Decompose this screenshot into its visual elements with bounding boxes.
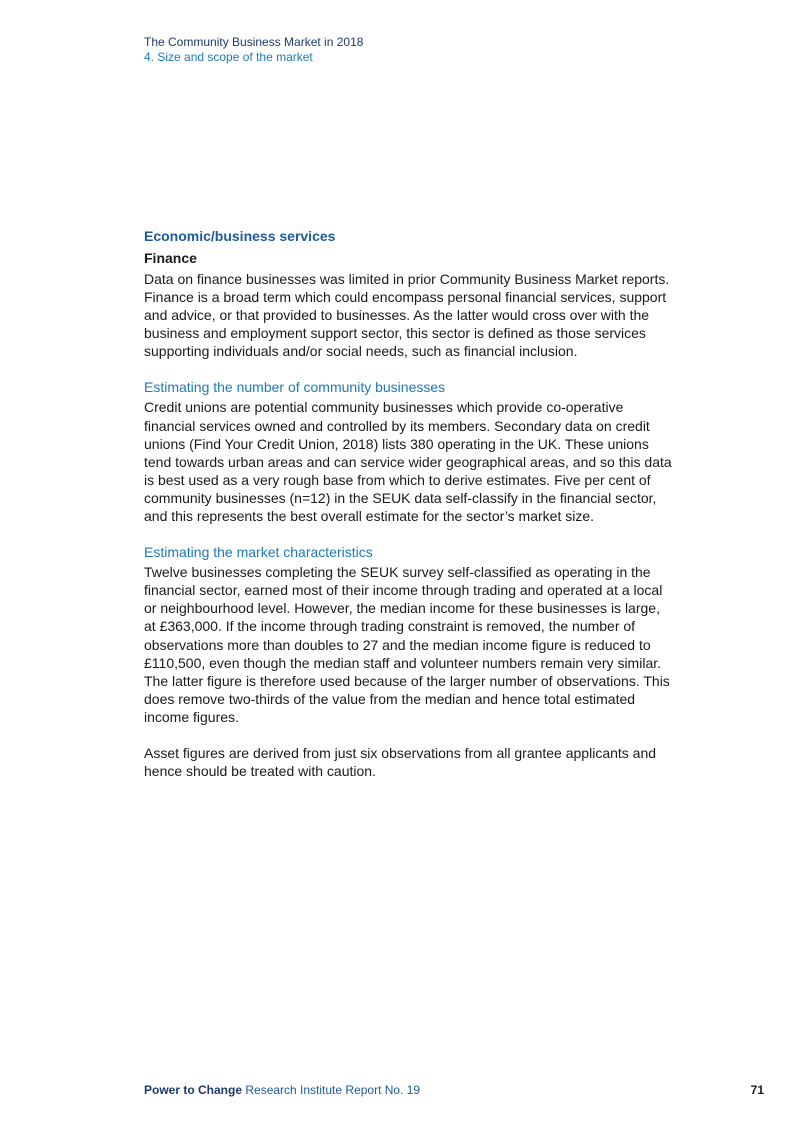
page-number: 71	[750, 1083, 764, 1097]
market-characteristics-heading: Estimating the market characteristics	[144, 544, 373, 561]
footer-brand: Power to Change	[144, 1083, 243, 1097]
finance-heading: Finance	[144, 250, 197, 266]
section-heading: Economic/business services	[144, 228, 336, 244]
page-header	[144, 35, 363, 65]
footer-report-title: Research Institute Report No. 19	[242, 1083, 421, 1097]
market-characteristics-paragraph: Twelve businesses completing the SEUK survey self-classified as operating in the financial sector, earned most of their income through trading and operated at a local or neighbourhood level. However, the median income for these businesses is large, at £363,000. If the income through trading constraint is removed, the number of observations more than doubles to 27 and the median income figure is reduced to £110,500, even though the median staff and volunteer numbers remain very similar. The latter figure is therefore used because of the larger number of observations. This does remove two-thirds of the value from the median and hence total estimated income figures.	[144, 564, 670, 725]
estimating-number-heading: Estimating the number of community businesses	[144, 379, 446, 396]
page-footer	[144, 1083, 764, 1098]
finance-paragraph: Data on finance businesses was limited in prior Community Business Market reports. Finance is a broad term which could encompass personal financial services, support and advice, or that provided to businesses. As the latter would cross over with the business and employment support sector, this sector is defined as those services supporting individuals and/or social needs, such as financial inclusion.	[144, 271, 670, 360]
document-title: The Community Business Market in 2018	[144, 35, 364, 49]
chapter-title: 4. Size and scope of the market	[144, 50, 313, 64]
asset-paragraph: Asset figures are derived from just six observations from all grantee applicants and hence should be treated with caution.	[144, 744, 657, 780]
estimating-number-paragraph: Credit unions are potential community businesses which provide co-operative financial services owned and controlled by its members. Secondary data on credit unions (Find Your Credit Union, 2018) lists 380 operating in the UK. These unions tend towards urban areas and can service wider geographical areas, and so this data is best used as a very rough base from which to derive estimates. Five per cent of community businesses (n=12) in the SEUK data self-classify in the financial sector, and this represents the best overall estimate for the sector’s market size.	[144, 399, 672, 525]
main-content	[144, 227, 674, 780]
